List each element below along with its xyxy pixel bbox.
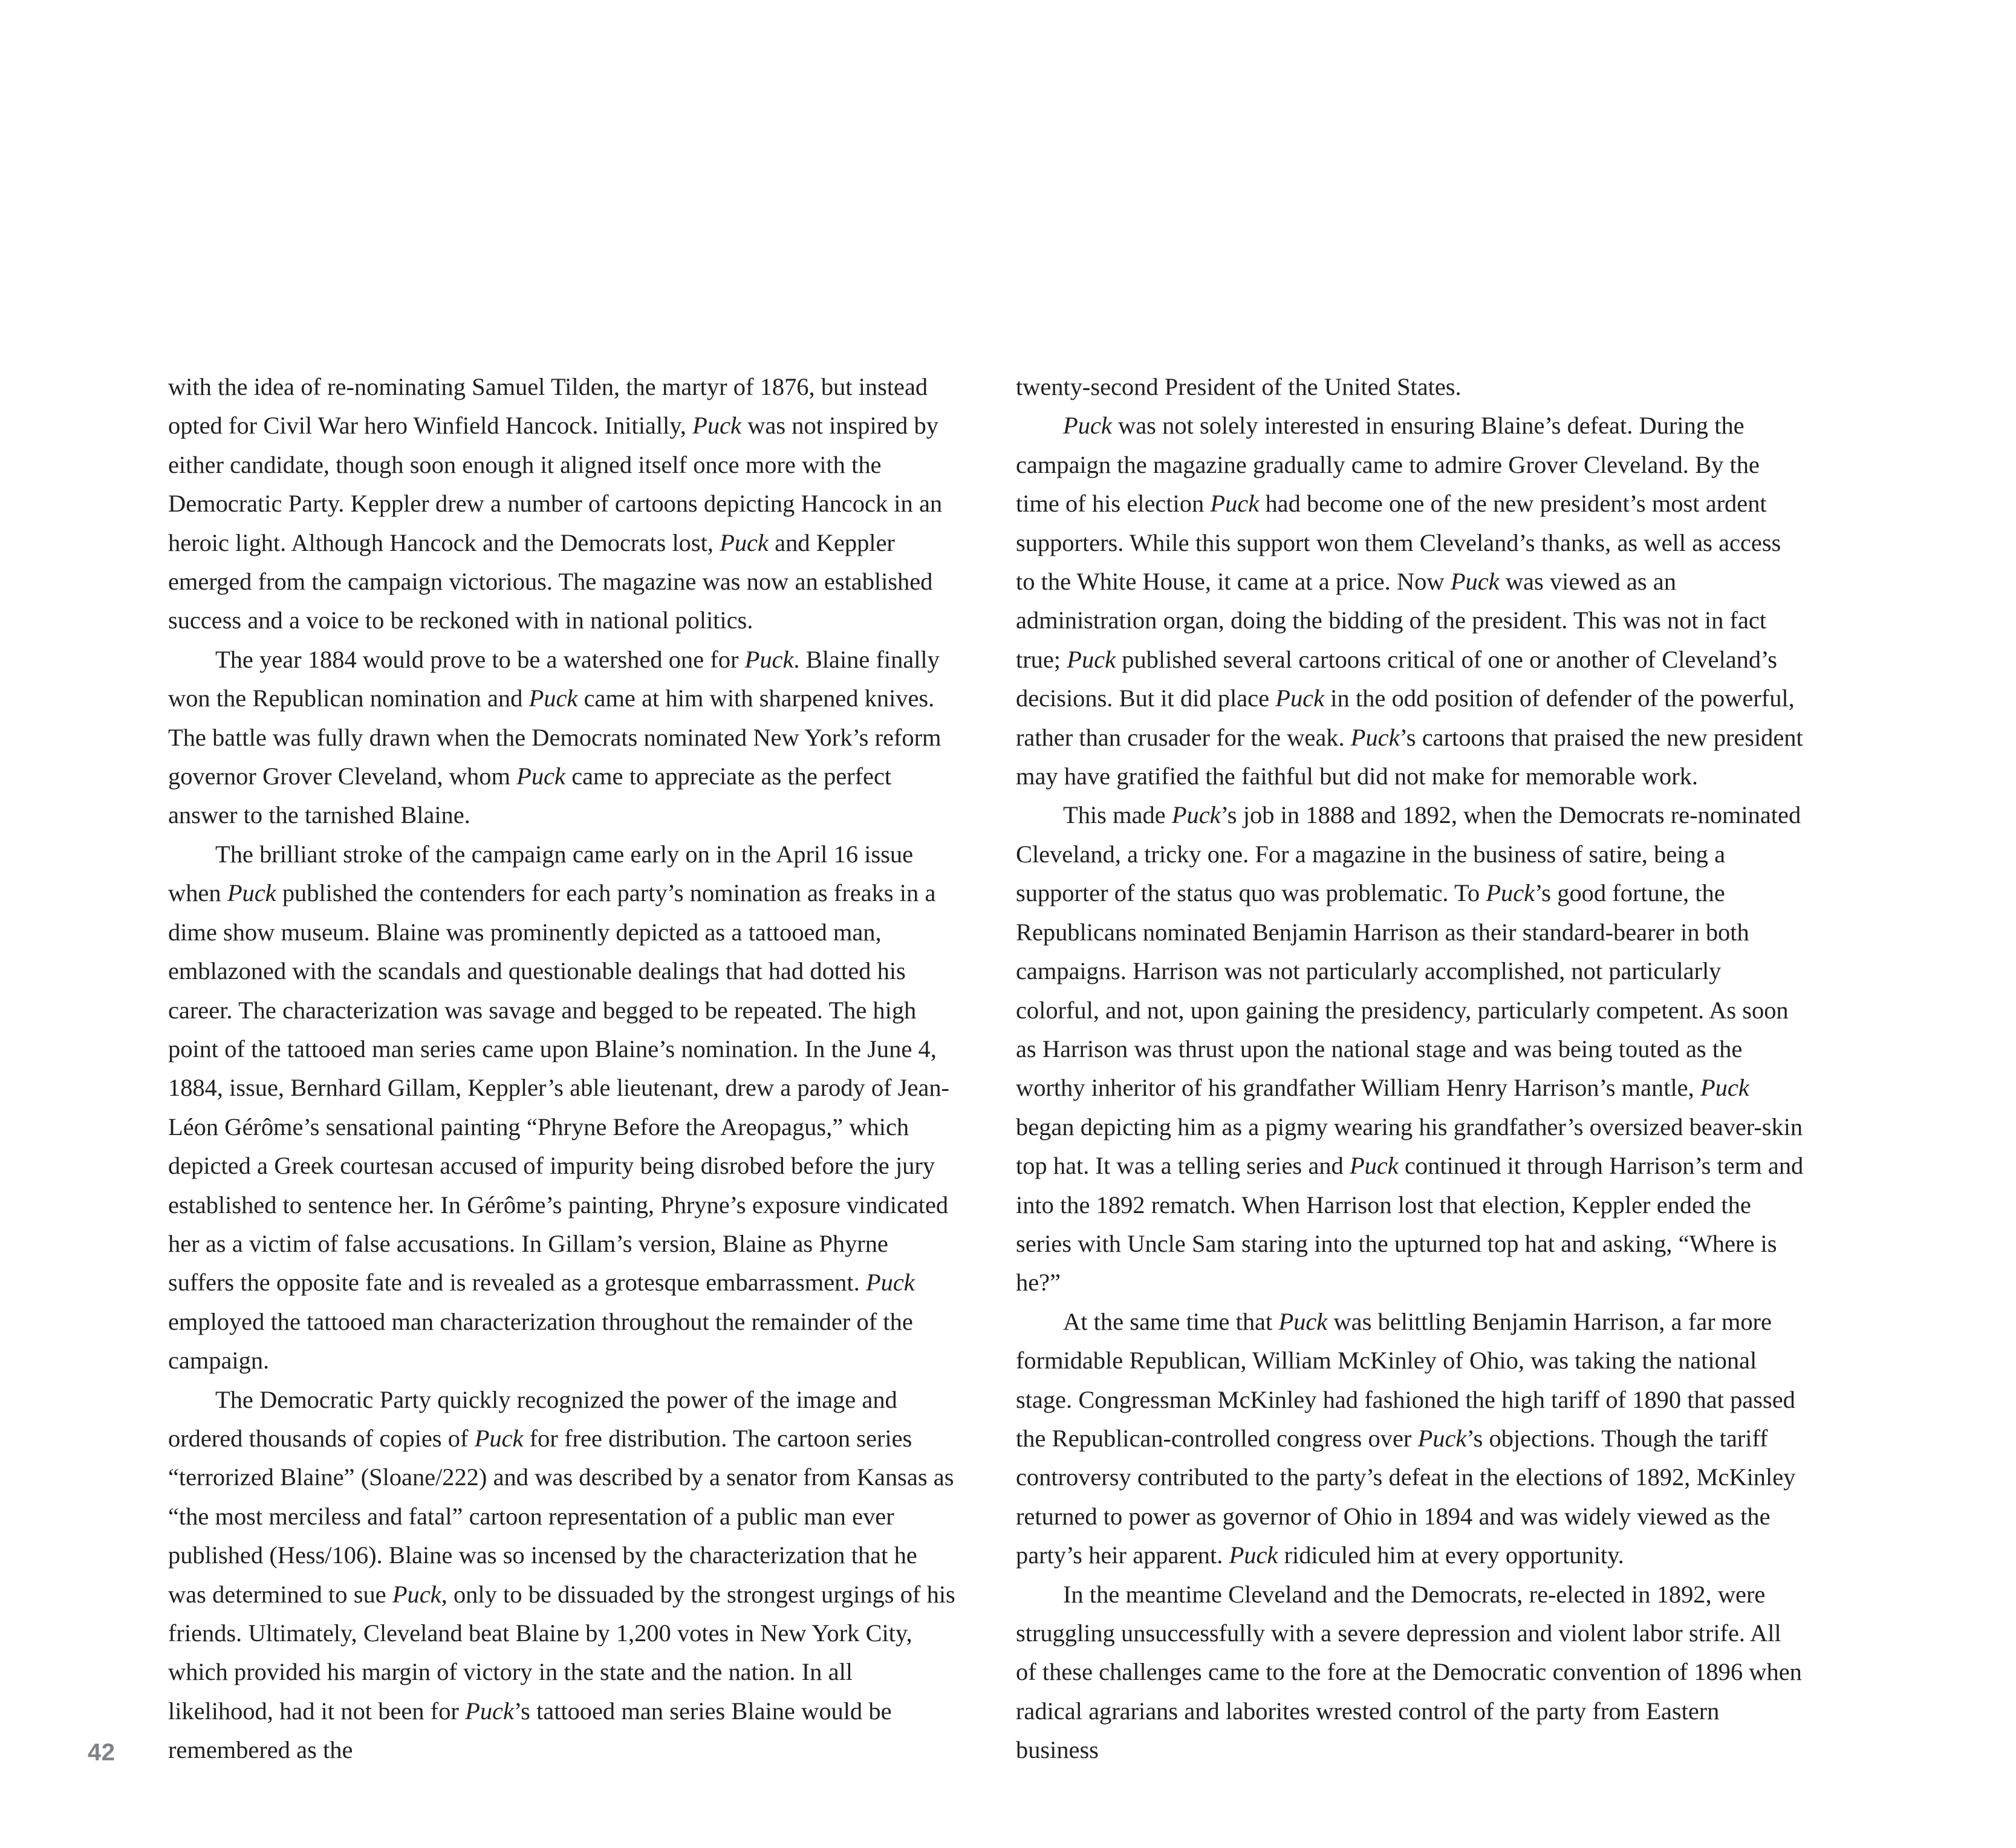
text-run: and Keppler emerged from the campaign victorious. The magazine was now an established success and a voice to be reckoned with in national politics. bbox=[168, 529, 933, 634]
page-number: 42 bbox=[88, 1739, 115, 1766]
text-run: This made bbox=[1063, 801, 1172, 829]
italic-title-run: Puck bbox=[865, 1269, 915, 1297]
italic-title-run: Puck bbox=[1067, 645, 1116, 673]
paragraph bbox=[168, 368, 955, 640]
italic-title-run: Puck bbox=[528, 685, 578, 712]
paragraph bbox=[1016, 1575, 1806, 1770]
text-run: came to appreciate as the perfect answer to the tarnished Blaine. bbox=[168, 763, 892, 829]
italic-title-run: Puck bbox=[1229, 1541, 1278, 1569]
text-run: began depicting him as a pigmy wearing his grandfather’s oversized beaver-skin top hat. It was a telling series and bbox=[1016, 1113, 1803, 1180]
italic-title-run: Puck bbox=[227, 879, 276, 907]
italic-title-run: Puck bbox=[1486, 879, 1535, 907]
text-run: was viewed as an administration organ, doing the bidding of the president. This was not in fact true; bbox=[1016, 568, 1767, 673]
text-run: twenty-second President of the United States. bbox=[1016, 373, 1462, 400]
text-run: was belittling Benjamin Harrison, a far more formidable Republican, William McKinley of Ohio, was taking the national stage. Congressman McKinley had fashioned the high tariff of 1890 that passed the Republican-controlled congress over bbox=[1016, 1307, 1795, 1452]
italic-title-run: Puck bbox=[392, 1580, 441, 1608]
text-run: , only to be dissuaded by the strongest urgings of his friends. Ultimately, Cleveland beat Blaine by 1,200 votes in New York City, which provided his margin of victory in the state and the nation. In all likelihood, had it not been for bbox=[168, 1580, 955, 1725]
paragraph bbox=[1016, 406, 1806, 796]
text-run: was not inspired by either candidate, though soon enough it aligned itself once more with the Democratic Party. Keppler drew a number of cartoons depicting Hancock in an heroic light. Although Hancock and the Democrats lost, bbox=[168, 412, 943, 556]
paragraph bbox=[1016, 796, 1806, 1302]
italic-title-run: Puck bbox=[1349, 1152, 1399, 1180]
text-run: for free distribution. The cartoon series “terrorized Blaine” (Sloane/222) and was described by a senator from Kansas as “the most merciless and fatal” cartoon representation of a public man ever published (Hess/106). Blaine was so incensed by the characterization that he was determined to sue bbox=[168, 1424, 954, 1608]
text-run: ’s job in 1888 and 1892, when the Democrats re-nominated Cleveland, a tricky one. For a magazine in the business of satire, being a supporter of the status quo was problematic. To bbox=[1016, 801, 1801, 907]
text-run: published several cartoons critical of one or another of Cleveland’s decisions. But it did place bbox=[1016, 645, 1777, 712]
paragraph bbox=[1016, 368, 1806, 406]
text-run: ’s good fortune, the Republicans nominated Benjamin Harrison as their standard-bearer in both campaigns. Harrison was not particularly accomplished, not particularly colorful, and not, upon gaining the presidency, particularly competent. As soon as Harrison was thrust upon the national stage and was being touted as the worthy inheritor of his grandfather William Henry Harrison’s mantle, bbox=[1016, 879, 1789, 1102]
text-run: The Democratic Party quickly recognized the power of the image and ordered thousands of copies of bbox=[168, 1385, 897, 1452]
paragraph bbox=[1016, 1303, 1806, 1575]
italic-title-run: Puck bbox=[1450, 568, 1500, 596]
text-run: ’s cartoons that praised the new president may have gratified the faithful but did not make for memorable work. bbox=[1016, 723, 1803, 790]
right-text-column bbox=[1016, 368, 1806, 1770]
text-run: had become one of the new president’s most ardent supporters. While this support won them Cleveland’s thanks, as well as access to the White House, it came at a price. Now bbox=[1016, 490, 1781, 596]
italic-title-run: Puck bbox=[516, 763, 565, 790]
text-run: ’s objections. Though the tariff controversy contributed to the party’s defeat in the elections of 1892, McKinley returned to power as governor of Ohio in 1894 and was widely viewed as the party’s heir apparent. bbox=[1016, 1424, 1796, 1569]
text-run: The brilliant stroke of the campaign came early on in the April 16 issue when bbox=[168, 840, 914, 907]
text-run: was not solely interested in ensuring Blaine’s defeat. During the campaign the magazine gradually came to admire Grover Cleveland. By the time of his election bbox=[1016, 412, 1760, 518]
paragraph bbox=[168, 835, 955, 1381]
text-run: ’s tattooed man series Blaine would be remembered as the bbox=[168, 1697, 892, 1764]
italic-title-run: Puck bbox=[1278, 1307, 1328, 1335]
two-column-text-body bbox=[168, 368, 1806, 1770]
text-run: At the same time that bbox=[1063, 1307, 1279, 1335]
italic-title-run: Puck bbox=[1700, 1074, 1749, 1102]
text-run: with the idea of re-nominating Samuel Tilden, the martyr of 1876, but instead opted for Civil War hero Winfield Hancock. Initially, bbox=[168, 373, 928, 440]
text-run: The year 1884 would prove to be a watershed one for bbox=[215, 645, 745, 673]
italic-title-run: Puck bbox=[1063, 412, 1112, 440]
italic-title-run: Puck bbox=[465, 1697, 514, 1725]
italic-title-run: Puck bbox=[1275, 685, 1325, 712]
italic-title-run: Puck bbox=[720, 529, 769, 556]
text-run: came at him with sharpened knives. The battle was fully drawn when the Democrats nominated New York’s reform governor Grover Cleveland, whom bbox=[168, 685, 941, 790]
text-run: in the odd position of defender of the powerful, rather than crusader for the weak. bbox=[1016, 685, 1795, 751]
italic-title-run: Puck bbox=[692, 412, 741, 440]
italic-title-run: Puck bbox=[1417, 1424, 1467, 1452]
text-run: employed the tattooed man characterization throughout the remainder of the campaign. bbox=[168, 1307, 913, 1375]
text-run: continued it through Harrison’s term and into the 1892 rematch. When Harrison lost that election, Keppler ended the series with Uncle Sam staring into the upturned top hat and asking, “Where is he?” bbox=[1016, 1152, 1804, 1297]
left-text-column bbox=[168, 368, 955, 1770]
text-run: . Blaine finally won the Republican nomination and bbox=[168, 645, 940, 712]
italic-title-run: Puck bbox=[474, 1424, 524, 1452]
text-run: ridiculed him at every opportunity. bbox=[1278, 1541, 1624, 1569]
italic-title-run: Puck bbox=[1210, 490, 1260, 518]
italic-title-run: Puck bbox=[744, 645, 794, 673]
italic-title-run: Puck bbox=[1171, 801, 1221, 829]
italic-title-run: Puck bbox=[1350, 723, 1400, 751]
paragraph bbox=[168, 1381, 955, 1770]
text-run: In the meantime Cleveland and the Democrats, re-elected in 1892, were struggling unsuccessfully with a severe depression and violent labor strife. All of these challenges came to the fore at the Democratic convention of 1896 when radical agrarians and laborites wrested control of the party from Eastern business bbox=[1016, 1580, 1802, 1764]
paragraph bbox=[168, 640, 955, 835]
text-run: published the contenders for each party’s nomination as freaks in a dime show museum. Blaine was prominently depicted as a tattooed man, emblazoned with the scandals and questionable dealings that had dotted his career. The characterization was savage and begged to be repeated. The high point of the tattooed man series came upon Blaine’s nomination. In the June 4, 1884, issue, Bernhard Gillam, Keppler’s able lieutenant, drew a parody of Jean-Léon Gérôme’s sensational painting “Phryne Before the Areopagus,” which depicted a Greek courtesan accused of impurity being disrobed before the jury established to sentence her. In Gérôme’s painting, Phryne’s exposure vindicated her as a victim of false accusations. In Gillam’s version, Blaine as Phyrne suffers the opposite fate and is revealed as a grotesque embarrassment. bbox=[168, 879, 949, 1297]
